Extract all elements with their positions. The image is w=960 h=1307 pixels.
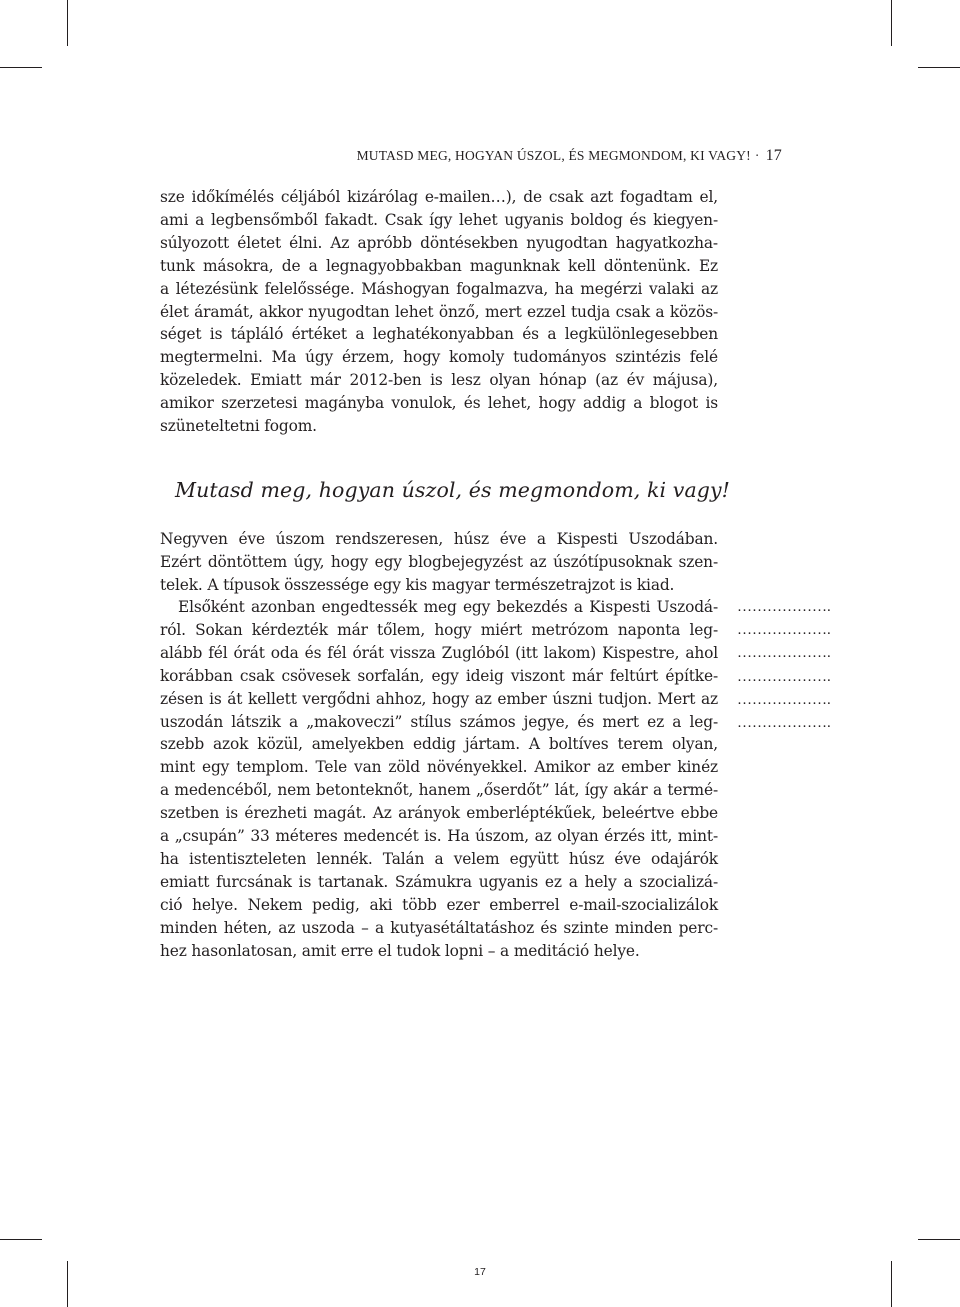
text-line: sze időkímélés céljából kizárólag e-mailen…), de csak azt fogadtam el, (160, 188, 718, 206)
crop-mark-right-bottom (918, 1239, 960, 1240)
margin-note-line: ………………. (737, 715, 831, 732)
text-line: minden héten, az uszoda – a kutyasétáltatáshoz és szinte minden perc- (160, 918, 718, 937)
text-line: korábban csak csövesek sorfalán, egy ideig viszont már feltúrt építke- (160, 666, 718, 685)
text-line: telek. A típusok összessége egy kis magyar természetrajzot is kiad. (160, 575, 675, 594)
text-line: tunk másokra, de a legnagyobbakban magunknak kell döntenünk. Ez (160, 256, 718, 275)
margin-note-line: ………………. (737, 645, 831, 662)
text-line: Negyven éve úszom rendszeresen, húsz éve a Kispesti Uszodában. (160, 530, 718, 548)
text-line: a medencéből, nem betonteknőt, hanem „őserdőt” lát, így akár a termé- (160, 781, 718, 800)
crop-mark-left-bottom (0, 1239, 42, 1240)
text-line: élet áramát, akkor nyugodtan lehet önző, mert ezzel tudja csak a közös- (160, 302, 718, 321)
margin-note-line: ………………. (737, 599, 831, 615)
text-line: Elsőként azonban engedtessék meg egy bekezdés a Kispesti Uszodá- (178, 598, 718, 616)
text-line: ami a legbensőmből fakadt. Csak így lehet ugyanis boldog és kiegyen- (160, 210, 718, 229)
text-line: szetben is érezheti magát. Az arányok emberléptékűek, beleértve ebbe (160, 804, 718, 823)
crop-mark-top-right (891, 0, 892, 46)
text-line: mint egy templom. Tele van zöld növényekkel. Amikor az ember kinéz (160, 758, 718, 777)
running-head-title: MUTASD MEG, HOGYAN ÚSZOL, ÉS MEGMONDOM, KI VAGY! (356, 148, 751, 163)
text-line: Ezért döntöttem úgy, hogy egy blogbejegyzést az úszótípusoknak szen- (160, 552, 718, 571)
text-line: a létezésünk felelőssége. Máshogyan fogalmazva, ha megérzi valaki az (160, 279, 718, 298)
crop-mark-left-top (0, 67, 42, 68)
margin-note-line: ………………. (737, 691, 831, 708)
text-line: közeledek. Emiatt már 2012-ben is lesz olyan hónap (az év májusa), (160, 371, 718, 390)
text-line: zésen is át kellett vergődni ahhoz, hogy az ember úszni tudjon. Mert az (160, 689, 718, 708)
crop-mark-top-left (67, 0, 68, 46)
text-line: alább fél órát oda és fél órát vissza Zuglóból (itt lakom) Kispestre, ahol (160, 643, 718, 662)
body-paragraph-1 (160, 186, 718, 438)
text-line: a „csupán” 33 méteres medencét is. Ha úszom, az olyan érzés itt, mint- (160, 827, 718, 846)
text-line: séget is tápláló értéket a leghatékonyabban és a legkülönlegesebben (160, 325, 718, 344)
text-line: ha istentiszteleten lennék. Talán a velem együtt húsz éve odajárók (160, 849, 718, 868)
text-line: uszodán látszik a „makoveczi” stílus számos jegye, és mert ez a leg- (160, 712, 718, 731)
text-line: emiatt furcsának is tartanak. Számukra ugyanis ez a hely a szocializá- (160, 872, 718, 891)
text-line: szüneteltetni fogom. (160, 417, 317, 436)
body-paragraph-2 (160, 528, 718, 597)
text-line: szebb azok közül, amelyekben eddig jártam. A boltíves terem olyan, (160, 735, 718, 754)
margin-note-lines (737, 596, 831, 735)
text-line: amikor szerzetesi magányba vonulok, és lehet, hogy addig a blogot is (160, 394, 718, 413)
text-line: hez hasonlatosan, amit erre el tudok lopni – a meditáció helye. (160, 941, 640, 960)
text-line: megtermelni. Ma úgy érzem, hogy komoly tudományos szintézis felé (160, 348, 718, 367)
text-line: ció helye. Nekem pedig, aki több ezer emberrel e-mail-szocializálok (160, 895, 718, 914)
body-paragraph-3 (160, 596, 718, 963)
text-line: ról. Sokan kérdezték már tőlem, hogy miért metrózom naponta leg- (160, 620, 718, 639)
section-title: Mutasd meg, hogyan úszol, és megmondom, ki vagy! (175, 478, 731, 502)
margin-note-line: ………………. (737, 622, 831, 639)
running-head-page-number: 17 (765, 147, 782, 164)
running-head (160, 147, 782, 165)
folio-page-number: 17 (474, 1266, 486, 1278)
crop-mark-right-top (918, 67, 960, 68)
text-line: súlyozott életet élni. Az apróbb döntésekben nyugodtan hagyatkozha- (160, 233, 718, 252)
margin-note-line: ………………. (737, 668, 831, 685)
running-head-separator: · (754, 148, 760, 163)
